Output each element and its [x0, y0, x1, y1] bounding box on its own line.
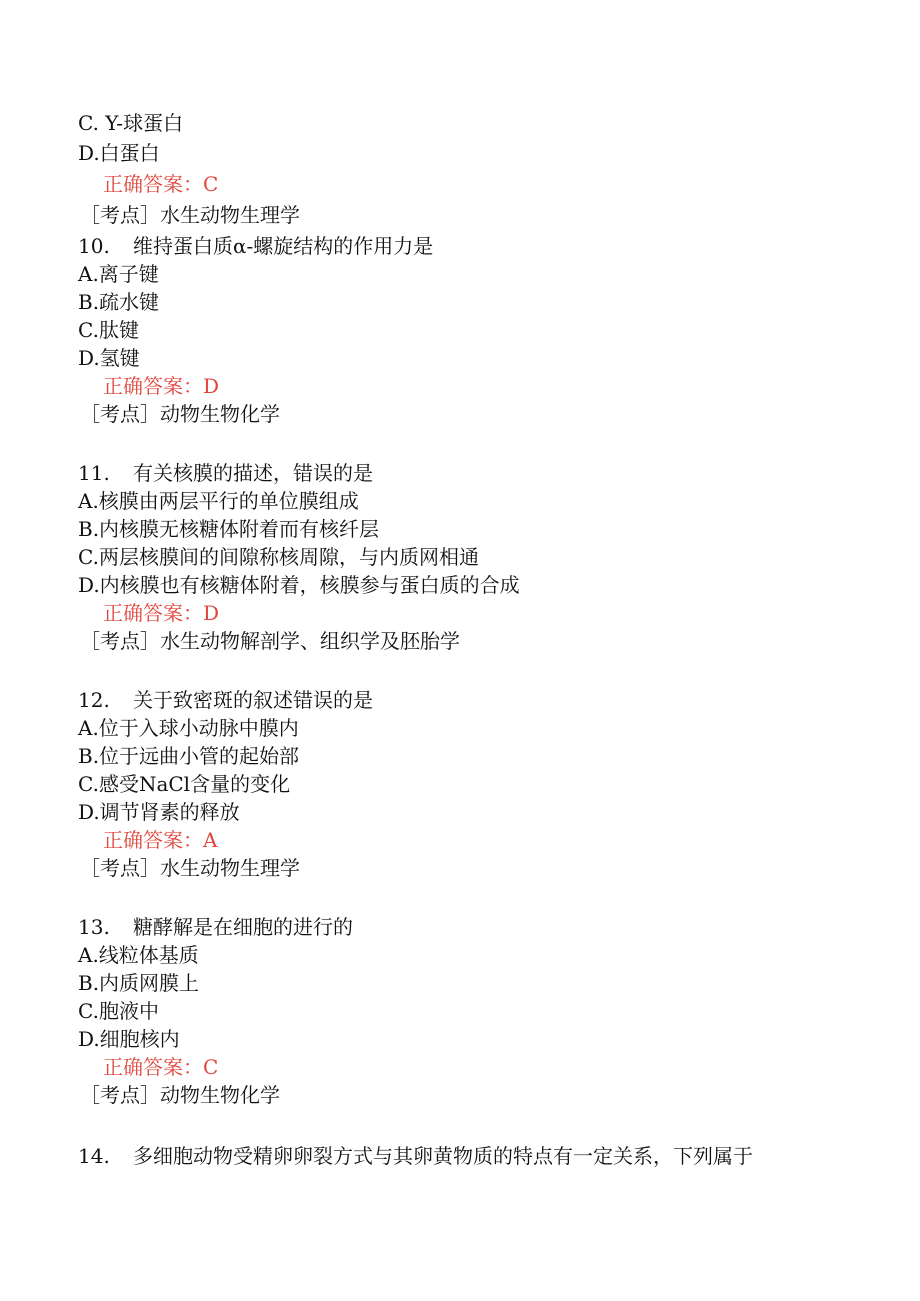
option-b: B.位于远曲小管的起始部	[78, 744, 300, 768]
question-number: 14.	[78, 1144, 110, 1168]
question-text: 关于致密斑的叙述错误的是	[133, 688, 373, 712]
option-c: C.胞液中	[78, 999, 159, 1023]
correct-answer: 正确答案：D	[103, 374, 220, 398]
question-number: 11.	[78, 461, 110, 485]
option-d: D.内核膜也有核糖体附着，核膜参与蛋白质的合成	[78, 573, 520, 597]
option-b: B.内核膜无核糖体附着而有核纤层	[78, 517, 380, 541]
question-stem	[78, 232, 433, 260]
question-text: 多细胞动物受精卵卵裂方式与其卵黄物质的特点有一定关系，下列属于	[133, 1144, 753, 1168]
kaodian-label: ［考点］水生动物生理学	[80, 203, 300, 227]
question-stem	[78, 1142, 753, 1170]
correct-answer: 正确答案：A	[103, 828, 218, 852]
kaodian-label: ［考点］水生动物生理学	[80, 856, 300, 880]
option-c: C. Y-球蛋白	[78, 111, 184, 135]
kaodian-label: ［考点］动物生物化学	[80, 402, 280, 426]
kaodian-label: ［考点］动物生物化学	[80, 1083, 280, 1107]
option-b: B.疏水键	[78, 290, 160, 314]
question-number: 10.	[78, 234, 110, 258]
option-d: D.白蛋白	[78, 141, 160, 165]
option-a: A.位于入球小动脉中膜内	[78, 716, 299, 740]
question-stem	[78, 686, 373, 714]
option-a: A.线粒体基质	[78, 943, 199, 967]
option-b: B.内质网膜上	[78, 971, 200, 995]
option-c: C.两层核膜间的间隙称核周隙，与内质网相通	[78, 545, 479, 569]
question-text: 糖酵解是在细胞的进行的	[133, 915, 353, 939]
option-c: C.肽键	[78, 318, 139, 342]
correct-answer: 正确答案：C	[103, 172, 219, 196]
option-a: A.核膜由两层平行的单位膜组成	[78, 489, 359, 513]
kaodian-label: ［考点］水生动物解剖学、组织学及胚胎学	[80, 629, 460, 653]
question-number: 13.	[78, 915, 110, 939]
question-text: 维持蛋白质α-螺旋结构的作用力是	[133, 234, 434, 258]
option-a: A.离子键	[78, 262, 159, 286]
correct-answer: 正确答案：D	[103, 601, 220, 625]
option-c: C.感受NaCl含量的变化	[78, 772, 291, 796]
question-stem	[78, 459, 373, 487]
correct-answer: 正确答案：C	[103, 1055, 219, 1079]
question-number: 12.	[78, 688, 110, 712]
question-text: 有关核膜的描述，错误的是	[133, 461, 373, 485]
option-d: D.调节肾素的释放	[78, 800, 240, 824]
option-d: D.细胞核内	[78, 1027, 180, 1051]
question-stem	[78, 913, 353, 941]
option-d: D.氢键	[78, 346, 140, 370]
